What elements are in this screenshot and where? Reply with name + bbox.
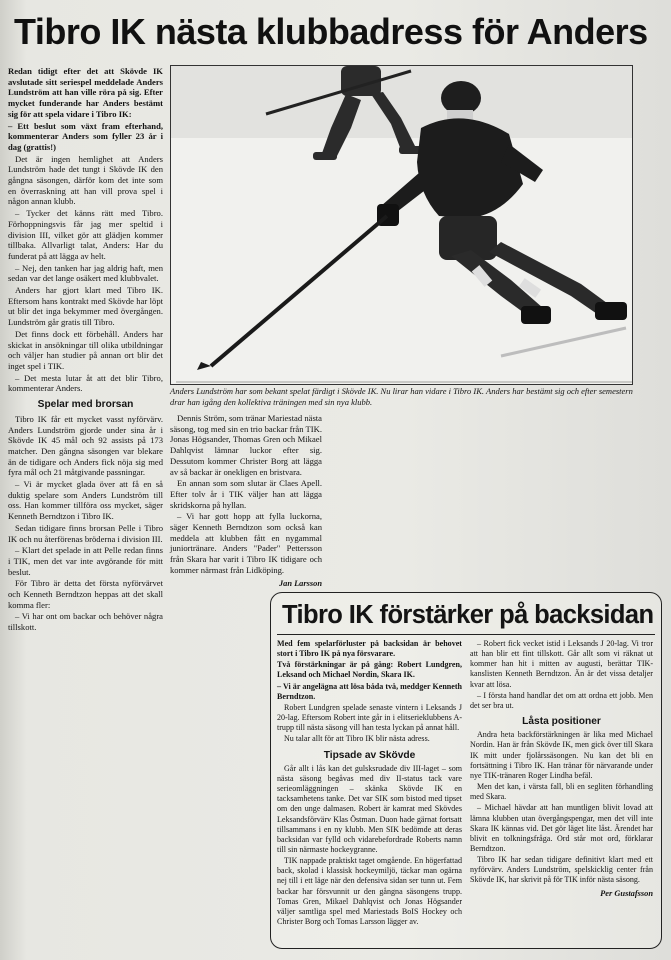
page-headline: Tibro IK nästa klubbadress för Anders: [14, 11, 648, 52]
paragraph: – Klart det spelade in att Pelle redan finns i TIK, men det var inte avgörande för mitt beslut.: [8, 545, 163, 577]
article-lead: Med fem spelarförluster på backsidan är behovet stort i Tibro IK på nya försvarare.: [277, 639, 462, 659]
byline: Jan Larsson: [278, 578, 322, 588]
paragraph: Det är ingen hemlighet att Anders Lundström hade det tungt i Skövde IK den gångna säsongen, därför kom det inte som en överraskning att han vill prova spel i någon annan klubb.: [8, 153, 163, 207]
paragraph: TIK nappade praktiskt taget omgående. En högerfattad back, skolad i klassisk hockeymiljö, täckar man ogärna nej till i ett läge när den defensiva sidan ser tunn ut. Fem backar har försvunnit ur den gångna säsongens trupp. Tomas Gren, Mikael Dahlqvist och Jonas Högsander väljer samtliga spel med Mariestads BoIS Hockey och Christer Borg och Tomas Larsson lägger av.: [277, 856, 462, 927]
headline-rule: [277, 634, 655, 635]
article-left-column: [8, 66, 163, 634]
paragraph: Tibro IK får ett mycket vasst nyförvärv. Anders Lundström gjorde under sina år i Skövde IK 45 mål och 92 assists på 173 matcher. Den gångna säsongen var blekare än de tidigare och Anders fick nöja sig med fyra mål och 21 måtgivande passningar.: [8, 413, 163, 478]
second-article-left-column: [277, 639, 462, 928]
paragraph: – Robert fick vecket istid i Leksands J 20-lag. Vi tror att han blir ett fint tillskott. Går allt som vi räknat ut kommer han hit i mitten av augusti, berättar TIK-kanslisten Kenneth Berndtzon. Än är det vissa detaljer kvar att lösa.: [470, 639, 653, 689]
paragraph: Robert Lundgren spelade senaste vintern i Leksands J 20-lag. Eftersom Robert inte går in i elitserieklubbens A-trupp till nästa säsong vill han testa lyckan på annat håll.: [277, 702, 462, 733]
paragraph: Två förstärkningar är på gång: Robert Lundgren, Leksand och Michael Nordin, Skara IK.: [277, 660, 462, 680]
paragraph: – Det mesta lutar åt att det blir Tibro, kommenterar Anders.: [8, 372, 163, 394]
photo-caption: Anders Lundström har som bekant spelat färdigt i Skövde IK. Nu lirar han vidare i Tibro IK. Anders har bestämt sig och efter semestern drar han igång den kollektiva träningen med sin nya klubb.: [170, 386, 633, 407]
article-quote: – Ett beslut som växt fram efterhand, kommenterar Anders som fyller 23 år i dag (grattis!): [8, 120, 163, 152]
paragraph: För Tibro är detta det första nyförvärvet och Kenneth Berndtzon heppas att det skall komma fler:: [8, 578, 163, 610]
paragraph: Sedan tidigare finns brorsan Pelle i Tibro IK och nu återförenas bröderna i division III.: [8, 522, 163, 544]
paragraph: – Tycker det känns rätt med Tibro. Förhoppningsvis får jag mer speltid i division III, vilket gör att glädjen kommer tillbaka. Allvarligt talat, Anders: Har du funderat på att lägga av helt.: [8, 208, 163, 261]
byline: Per Gustafsson: [600, 888, 653, 898]
paragraph: Nu talar allt för att Tibro IK blir nästa adress.: [284, 734, 430, 744]
paragraph: Andra heta backförstärkningen är lika med Michael Nordin. Han är från Skövde IK, men gick över till Skara IK mitt under fjolårssäsongen. Nu kan det bli en fortsättning i Tibro IK. Han tränar för närvarande under nye TIK-tränaren Roger Lindha befäl.: [470, 730, 653, 780]
subheading: Spelar med brorsan: [37, 399, 134, 411]
paragraph: – Vi är mycket glada över att få en så duktig spelare som Anders Lundström till oss. Han kommer tillföra oss mycket, säger Kenneth Berndtzon i Tibro IK.: [8, 479, 163, 522]
paragraph: – Vi har gott hopp att fylla luckorna, säger Kenneth Berndtzon som också kan meddela att klubben fått en nygammal juniortränare. Anders "Pader" Pettersson från Skara har varit i Tibro IK tidigare och kommer närmast från Lidköping.: [170, 511, 322, 575]
subheading: Tipsade av Skövde: [323, 749, 416, 761]
paragraph: Tibro IK har sedan tidigare definitivt klart med ett nyförvärv. Anders Lundström, spelskicklig center från Skövde IK, har skrivit på för TIK inför nästa säsong.: [470, 855, 653, 885]
second-article-right-column: [470, 639, 653, 899]
article-middle-column: [170, 413, 322, 589]
paragraph: – Michael hävdar att han muntligen blivit lovad att lämna klubben utan övergångspengar, men det vill inte Skara IK kännas vid. Det gör läget lite låst. Ärendet har blivit en tolkningsfråga. Ord står mot ord, förklarar Berndtzon.: [470, 803, 653, 853]
hockey-player-illustration: [171, 66, 632, 384]
paragraph: Dennis Ström, som tränar Mariestad nästa säsong, tog med sin en trio backar från TIK. Jonas Högsander, Thomas Gren och Mikael Dahlqvist lämnar luckor efter sig. Dessutom kommer Christer Borg att lägga av så backar är onekligen en bristvara.: [170, 413, 322, 477]
paragraph: – I första hand handlar det om att ordna ett jobb. Men det ser bra ut.: [470, 690, 653, 710]
paragraph: Men det kan, i värsta fall, bli en segliten förhandling med Skara.: [470, 782, 653, 802]
article-lead: Redan tidigt efter det att Skövde IK avslutade sitt seriespel meddelade Anders Lundström att han ville röra på sig. Efter mycket funderande har Anders bestämt sig för att spela vidare i Tibro IK:: [8, 66, 163, 119]
paragraph: Det finns dock ett förbehåll. Anders har skickat in ansökningar till olika utbildningar och väljer han studier på annan ort blir det inget spel i TIK.: [8, 328, 163, 371]
paragraph: – Nej, den tanken har jag aldrig haft, men sedan var det lange osäkert med klubbvalet.: [8, 262, 163, 284]
paragraph: – Vi har ont om backar och behöver några tillskott.: [8, 611, 163, 633]
paragraph: Anders har gjort klart med Tibro IK. Eftersom hans kontrakt med Skövde har löpt ut blir det inga bekymmer med övergången. Lundström går gratis till Tibro.: [8, 285, 163, 328]
second-headline: Tibro IK förstärker på backsidan: [282, 601, 654, 629]
paragraph: En annan som som slutar är Claes Apell. Efter tolv år i TIK väljer han att lägga skridskorna på hyllan.: [170, 478, 322, 510]
paragraph: Går allt i lås kan det gulsksrudade div III-laget – som nästa säsong begåvas med div II-status tack vare serieomläggningen – skänka Skövde IK en tacksamhetens tanke. Det var SIK som bistod med tipset om den unge dalmasen. Robert är kamrat med Skövdes Leksandsförvärv Klas Östman. Duon hade gärnat fortsatt tillsammans i en ny klubb. Men SIK bedömde att deras backsidan var fylld och vidarebefordrade Roberts namn till sin närmaste hockeygranne.: [277, 763, 462, 854]
hockey-player-photo: [170, 65, 633, 385]
article-quote: – Vi är angelägna att lösa båda två, meddger Kenneth Berndtzon.: [277, 681, 462, 701]
subheading: Låsta positioner: [522, 716, 601, 728]
